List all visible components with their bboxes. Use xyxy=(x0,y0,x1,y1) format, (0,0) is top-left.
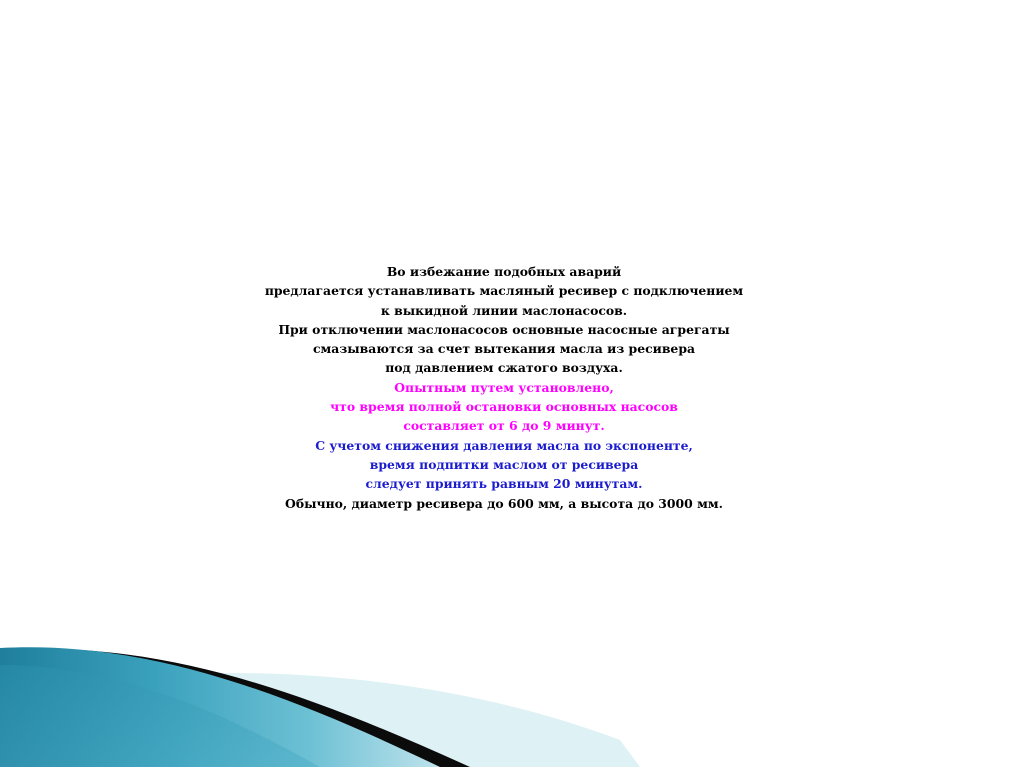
text-line-8: что время полной остановки основных насосов xyxy=(330,399,678,415)
wave-light-sweep xyxy=(0,673,640,767)
text-line-4: При отключении маслонасосов основные насосные агрегаты xyxy=(278,321,730,337)
text-line-6: под давлением сжатого воздуха. xyxy=(385,360,623,376)
text-line-13: Обычно, диаметр ресивера до 600 мм, а высота до 3000 мм. xyxy=(285,495,723,511)
text-line-3: к выкидной линии маслонасосов. xyxy=(380,302,628,318)
text-line-5: смазываются за счет вытекания масла из ресивера xyxy=(312,341,696,357)
text-line-12: следует принять равным 20 минутам. xyxy=(365,476,643,492)
wave-dark-stripe xyxy=(0,649,470,767)
text-line-11: время подпитки маслом от ресивера xyxy=(369,456,639,472)
text-line-9: составляет от 6 до 9 минут. xyxy=(403,418,605,434)
text-line-10: С учетом снижения давления масла по экспоненте, xyxy=(315,437,693,453)
text-line-2: предлагается устанавливать масляный ресивер с подключением xyxy=(264,283,744,299)
wave-teal-fill xyxy=(0,647,440,767)
text-line-1: Во избежание подобных аварий xyxy=(386,264,622,279)
wave-teal-shade xyxy=(0,665,320,767)
slide-text-block xyxy=(204,262,804,513)
text-line-7: Опытным путем установлено, xyxy=(394,379,614,395)
